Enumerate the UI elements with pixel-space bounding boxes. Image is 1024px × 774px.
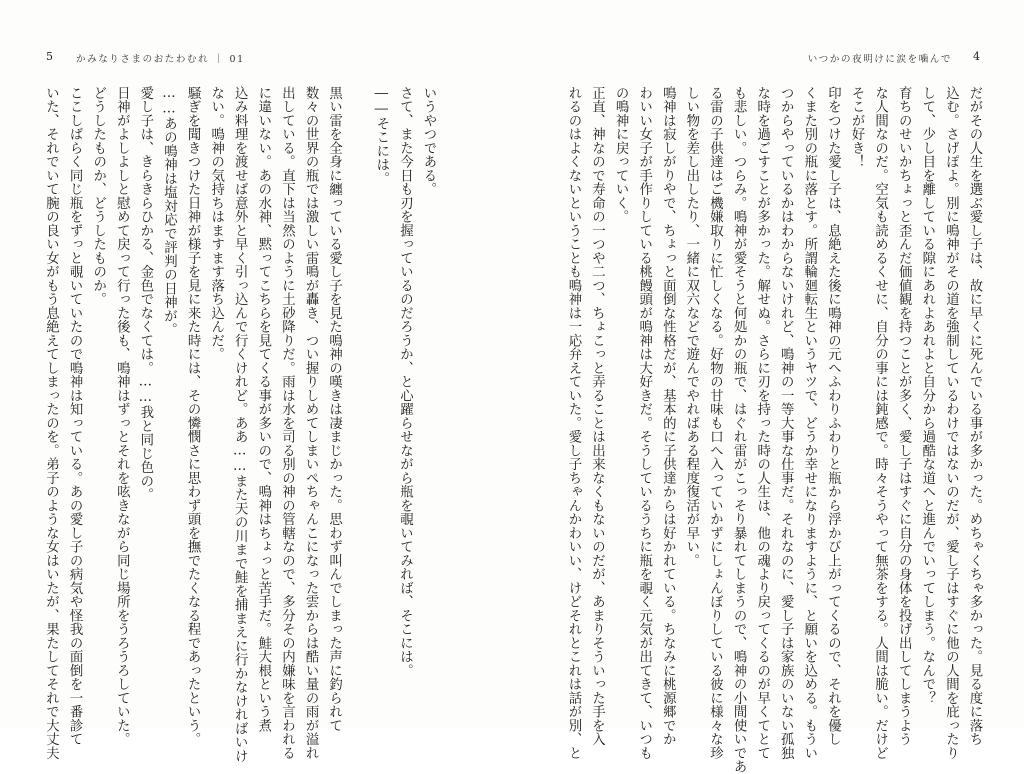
text-line: つからやっているかはわからないけれど、鳴神の一等大事な仕事だ。それなのに、愛し子は家族のいない孤独 xyxy=(778,86,794,760)
text-line: いうやつである。 xyxy=(421,86,436,196)
text-line: 数々の世界の瓶では激しい雷鳴が轟き、つい握りしめてしまいぺちゃんこになった雲からは酷い量の雨が溢れ xyxy=(303,86,319,760)
text-line: して、少し目を離している隙にあれよあれよと自分から過酷な道へと進んでいってしまう。なんで？ xyxy=(919,86,935,705)
running-head-left: かみなりさまのおたわむれ ｜ 01 xyxy=(76,54,245,65)
text-line: に違いない。あの水神、黙ってこちらを見てくる事が多いので、鳴神はちょっと苦手だ。鮭大根という煮 xyxy=(255,86,271,733)
text-line: 育ちのせいかちょっと歪んだ価値観を持つことが多く、愛し子はすぐに自分の身体を投げ出してしまうよう xyxy=(896,86,912,746)
text-line: 印をつけた愛し子は、息絶えた後に鳴神の元へふわりふわりと瓶から浮かび上がってくるので、それを優し xyxy=(825,86,841,746)
blank-line xyxy=(346,86,370,698)
body-text-left xyxy=(43,86,440,763)
text-line: 込み料理を渡せば意外と早く引っ込んで行くけれど。ああ……また天の川まで鮭を捕まえに行かなければいけ xyxy=(232,86,248,763)
page-number-left: 5 xyxy=(46,50,53,63)
body-text-right xyxy=(556,86,986,774)
text-line: だがその人生を選ぶ愛し子は、故に早くに死んでいる事が多かった。めちゃくちゃ多かった。見る度に落ち xyxy=(967,86,982,746)
text-line: さて、また今日も刃を握っているのだろうか、と心躍らせながら瓶を覗いてみれば、そこには。 xyxy=(397,86,413,678)
text-line: ここしばらく同じ瓶をずっと覗いていたので鳴神は知っている。あの愛し子の病気や怪我の面倒を一番診て xyxy=(67,86,83,746)
left-page xyxy=(0,0,512,763)
text-line: 込む。さげぽよ。別に鳴神がその道を強制しているわけではないのだが、愛し子はすぐに他の人間を庇ったり xyxy=(943,86,959,760)
text-line: 鳴神は寂しがりやで、ちょっと面倒な性格だが、基本的に子供達からは好かれている。ちなみに桃源郷でか xyxy=(660,86,676,746)
text-line: わいい女子が手作りしている桃饅頭が鳴神は大好きだ。そうしているうちに瓶を覗く元気が出てきて、いつも xyxy=(636,86,652,760)
right-page xyxy=(512,0,1024,774)
text-line: ――そこには。 xyxy=(373,86,389,186)
text-line: いた、それでいて腕の良い女がもう息絶えてしまったのを。弟子のような女はいたが、果たしてそれで大丈夫 xyxy=(43,86,59,760)
text-line: くまた別の瓶に落とす。所謂輪廻転生というヤツで、どうか幸せになりますように、と願いを込める。もうい xyxy=(801,86,817,760)
text-line: 愛し子は、きらきらひかる、金色でなくては。……我と同じ色の。 xyxy=(137,86,153,502)
text-line: な時を過ごすことが多かった。解せぬ。さらに刃を持った時の人生は、他の魂より戻ってくるのが早くてとて xyxy=(754,86,770,760)
text-line: そこが好き！ xyxy=(849,86,865,169)
text-line: な人間なのだ。空気も読めるくせに、自分の事には鈍感で。時々そうやって無茶をする。人間は脆い。だけど xyxy=(872,86,888,760)
text-line: る雷の子供達はご機嫌取りに忙しくなる。好物の甘味も口へ入っていかずにしょんぼりしている彼に様々な珍 xyxy=(707,86,723,760)
text-line: 黒い雷を全身に纏っている愛し子を見た鳴神の嘆きは凄まじかった。思わず叫んでしまった声に釣られて xyxy=(326,86,342,733)
text-line: 出している。直下は当然のように土砂降りだ。雨は水を司る別の神の管轄なので、多分その内嫌味を言われる xyxy=(279,86,295,760)
text-line: 日神がよしよしと慰めて戻って行った後も、鳴神はずっとそれを呟きながら同じ場所をうろうろしていた。 xyxy=(114,86,130,746)
text-line: れるのはよくないということも鳴神は一応弁えていた。愛し子ちゃんかわいい、けどそれとこれは話が別、と xyxy=(565,86,581,760)
page-number-right: 4 xyxy=(973,50,980,63)
text-line: の鳴神に戻っていく。 xyxy=(613,86,629,224)
text-line: しい物を差し出したり、一緒に双六などで遊んでやればある程度復活が早い。 xyxy=(683,86,699,568)
text-line: ない。鳴神の気持ちはますます落ち込んだ。 xyxy=(208,86,224,361)
text-line: どうしたものか、どうしたものか。 xyxy=(90,86,106,306)
running-head-right: いつかの夜明けに涙を噛んで xyxy=(807,54,952,65)
text-line: ……あの鳴神は塩対応で評判の日神が。 xyxy=(161,86,177,337)
text-line: 騒ぎを聞きつけた日神が様子を見に来た時には、その憐憫さに思わず頭を撫でたくなる程であったという。 xyxy=(185,86,201,746)
text-line: も悲しい。つらみ。鳴神が愛そうと何処かの瓶で、はぐれ雷がこっそり暴れてしまうので、鳴神の小間使いであ xyxy=(731,86,747,774)
text-line: 正直、神なので寿命の一つや二つ、ちょこっと弄ることは出来なくもないのだが、あまりそういった手を入 xyxy=(589,86,605,746)
